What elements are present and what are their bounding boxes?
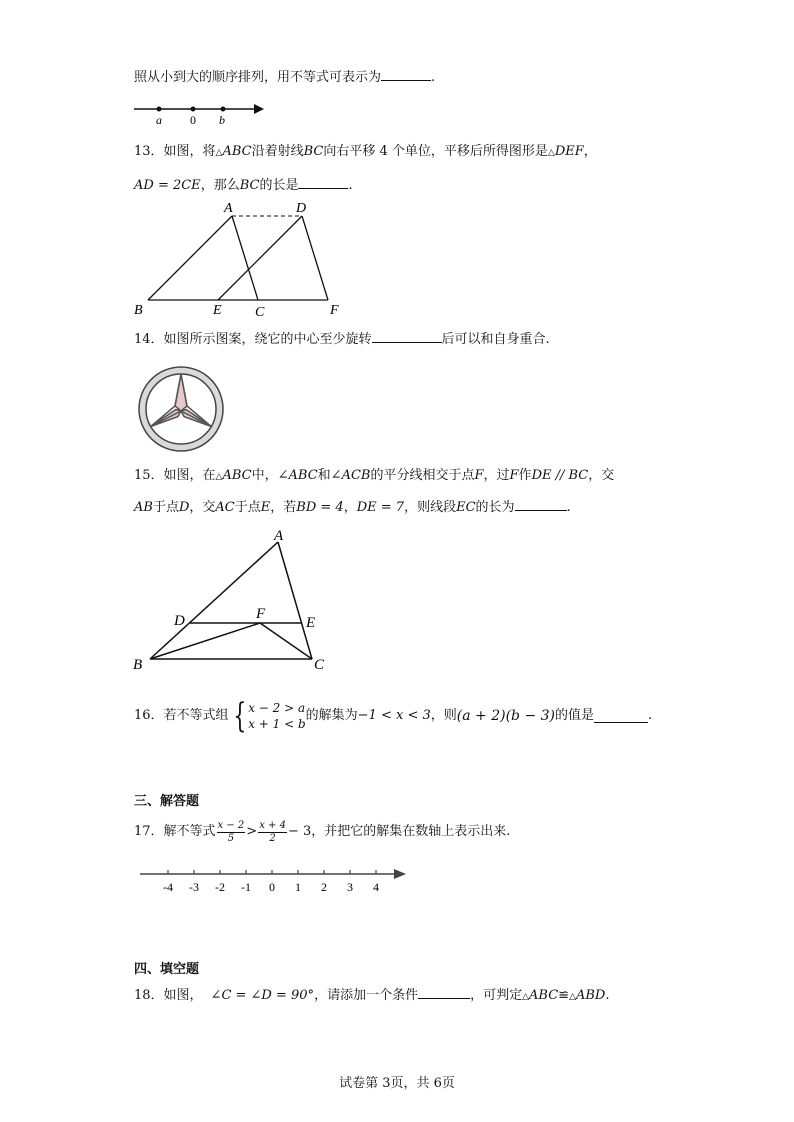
q16-line: 16．若不等式组 { x − 2 > a x + 1 < b 的解集为−1 < x < 3，则(a + 2)(b − 3)的值是 . bbox=[134, 696, 653, 736]
q17-tick-label: 1 bbox=[295, 880, 301, 894]
q13-label-E: E bbox=[213, 303, 222, 318]
q17-tick-label: -3 bbox=[189, 880, 199, 894]
q13-label-A: A bbox=[224, 201, 233, 216]
q13-label-C: C bbox=[255, 305, 265, 320]
q12-answer-blank[interactable] bbox=[381, 68, 431, 81]
q17-tick-label: -2 bbox=[215, 880, 225, 894]
q13-answer-blank[interactable] bbox=[298, 176, 348, 189]
q12-label-a: a bbox=[156, 113, 162, 127]
q17-fraction-left: $\frac{x - 2}{5}$ bbox=[217, 819, 245, 844]
q14-answer-blank[interactable] bbox=[372, 330, 442, 343]
section4-title: 四、填空题 bbox=[134, 962, 200, 977]
q15-line2: AB于点D，交AC于点E，若BD = 4，DE = 7，则线段EC的长为 . bbox=[134, 500, 571, 515]
q12-number-line bbox=[128, 100, 268, 128]
q17-axis-arrow bbox=[394, 869, 406, 879]
q12-axis-arrow bbox=[254, 104, 264, 114]
q12-point-0 bbox=[191, 107, 196, 112]
q17-fraction-right: $\frac{x + 4}{2}$ bbox=[259, 819, 286, 844]
q12-line: 照从小到大的顺序排列，用不等式可表示为 . bbox=[134, 70, 436, 85]
q13-line1: 13．如图，将△ABC沿着射线BC向右平移 4 个单位，平移后所得图形是△DEF， bbox=[134, 144, 597, 159]
q15-label-E: E bbox=[306, 615, 316, 631]
q13-figure bbox=[128, 196, 358, 324]
q15-label-B: B bbox=[133, 657, 143, 673]
q16-system-brace: { bbox=[232, 696, 246, 736]
q12-label-0: 0 bbox=[190, 113, 196, 127]
q15-answer-blank[interactable] bbox=[515, 498, 567, 511]
q13-line2: AD = 2CE，那么BC的长是 . bbox=[134, 178, 353, 193]
q15-line1: 15．如图，在△ABC中，∠ABC和∠ACB的平分线相交于点F，过F作DE // BC，交 bbox=[134, 468, 615, 483]
q13-label-F: F bbox=[330, 303, 339, 318]
q17-tick-label: 0 bbox=[269, 880, 275, 894]
q15-label-F: F bbox=[256, 606, 266, 622]
q12-point-a bbox=[157, 107, 162, 112]
q17-tick-label: 3 bbox=[347, 880, 353, 894]
q12-point-b bbox=[221, 107, 226, 112]
q16-inequality-system: x − 2 > a x + 1 < b bbox=[248, 701, 306, 731]
q15-label-C: C bbox=[314, 657, 325, 673]
q15-label-D: D bbox=[174, 613, 185, 629]
q12-text: 照从小到大的顺序排列，用不等式可表示为 bbox=[134, 70, 382, 85]
page-footer: 试卷第 3页，共 6页 bbox=[339, 1076, 455, 1091]
q15-label-A: A bbox=[274, 528, 284, 544]
q15-figure bbox=[128, 526, 348, 674]
q18-answer-blank[interactable] bbox=[418, 986, 470, 999]
q13-label-B: B bbox=[134, 303, 143, 318]
q14-line: 14．如图所示图案，绕它的中心至少旋转 后可以和自身重合. bbox=[134, 332, 550, 347]
q16-answer-blank[interactable] bbox=[594, 710, 648, 723]
q17-tick-label: 4 bbox=[373, 880, 379, 894]
q17-number-line[interactable] bbox=[136, 864, 410, 898]
q17-tick-label: 2 bbox=[321, 880, 327, 894]
section3-title: 三、解答题 bbox=[134, 794, 200, 809]
q12-label-b: b bbox=[219, 113, 225, 127]
q13-label-D: D bbox=[296, 201, 307, 216]
q14-rotation-emblem bbox=[136, 364, 226, 454]
q17-tick-label: -1 bbox=[241, 880, 251, 894]
q17-line: 17．解不等式 $\frac{x - 2}{5}$ > $\frac{x + 4}{2}$ − 3，并把它的解集在数轴上表示出来. bbox=[134, 819, 511, 844]
q18-line: 18．如图， ∠C = ∠D = 90°，请添加一个条件 ，可判定△ABC≌△ABD. bbox=[134, 988, 610, 1003]
q17-tick-label: -4 bbox=[163, 880, 173, 894]
